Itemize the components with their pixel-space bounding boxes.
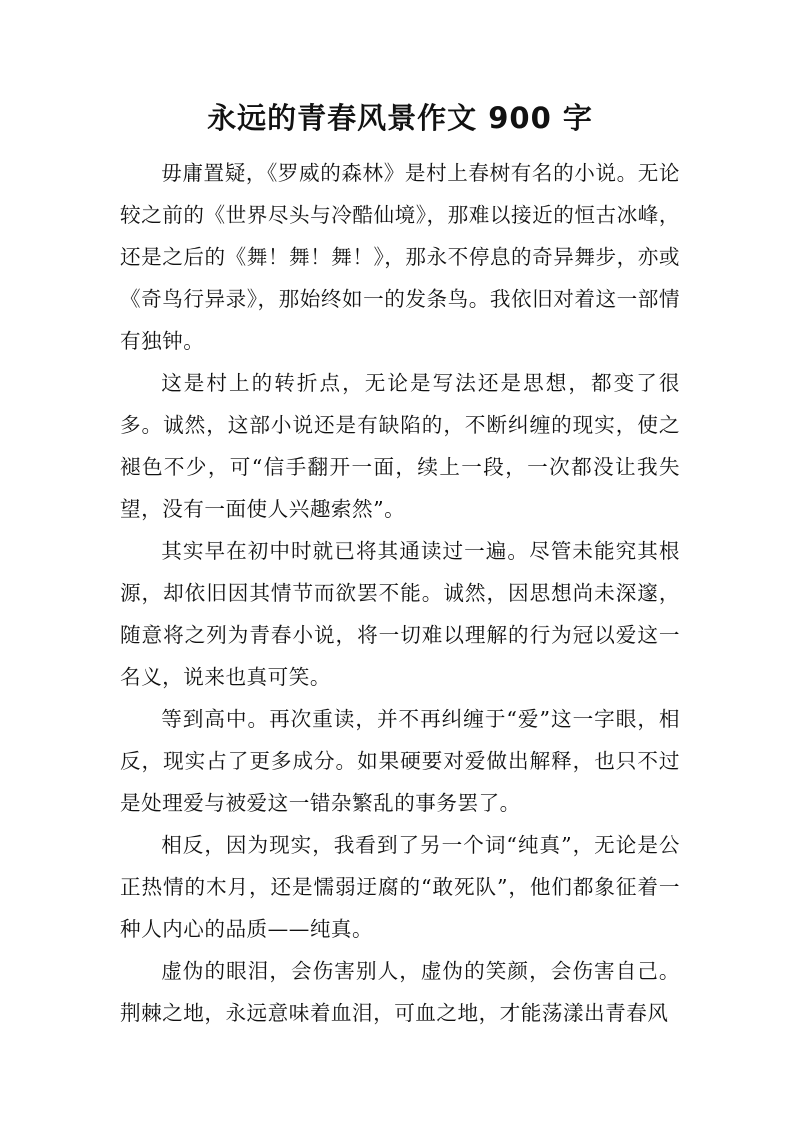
paragraph: 相反，因为现实，我看到了另一个词“纯真”，无论是公正热情的木月，还是懦弱迂腐的“敢死队”，他们都象征着一种人内心的品质——纯真。 (120, 833, 680, 941)
paragraph: 虚伪的眼泪，会伤害别人，虚伪的笑颜，会伤害自己。荆棘之地，永远意味着血泪，可血之地，才能荡漾出青春风 (120, 959, 680, 1025)
paragraph: 其实早在初中时就已将其通读过一遍。尽管未能究其根源，却依旧因其情节而欲罢不能。诚然，因思想尚未深邃，随意将之列为青春小说，将一切难以理解的行为冠以爱这一名义，说来也真可笑。 (120, 539, 680, 689)
document-body (120, 152, 680, 1034)
document-title: 永远的青春风景作文 900 字 (207, 101, 593, 135)
paragraph: 等到高中。再次重读，并不再纠缠于“爱”这一字眼，相反，现实占了更多成分。如果硬要对爱做出解释，也只不过是处理爱与被爱这一错杂繁乱的事务罢了。 (120, 707, 680, 815)
paragraph: 毋庸置疑，《罗威的森林》是村上春树有名的小说。无论较之前的《世界尽头与冷酷仙境》，那难以接近的恒古冰峰，还是之后的《舞！舞！舞！》，那永不停息的奇异舞步，亦或《奇鸟行异录》，那始终如一的发条鸟。我依旧对着这一部情有独钟。 (120, 161, 680, 353)
paragraph: 这是村上的转折点，无论是写法还是思想，都变了很多。诚然，这部小说还是有缺陷的，不断纠缠的现实，使之褪色不少，可“信手翻开一面，续上一段，一次都没让我失望，没有一面使人兴趣索然”。 (120, 371, 680, 521)
